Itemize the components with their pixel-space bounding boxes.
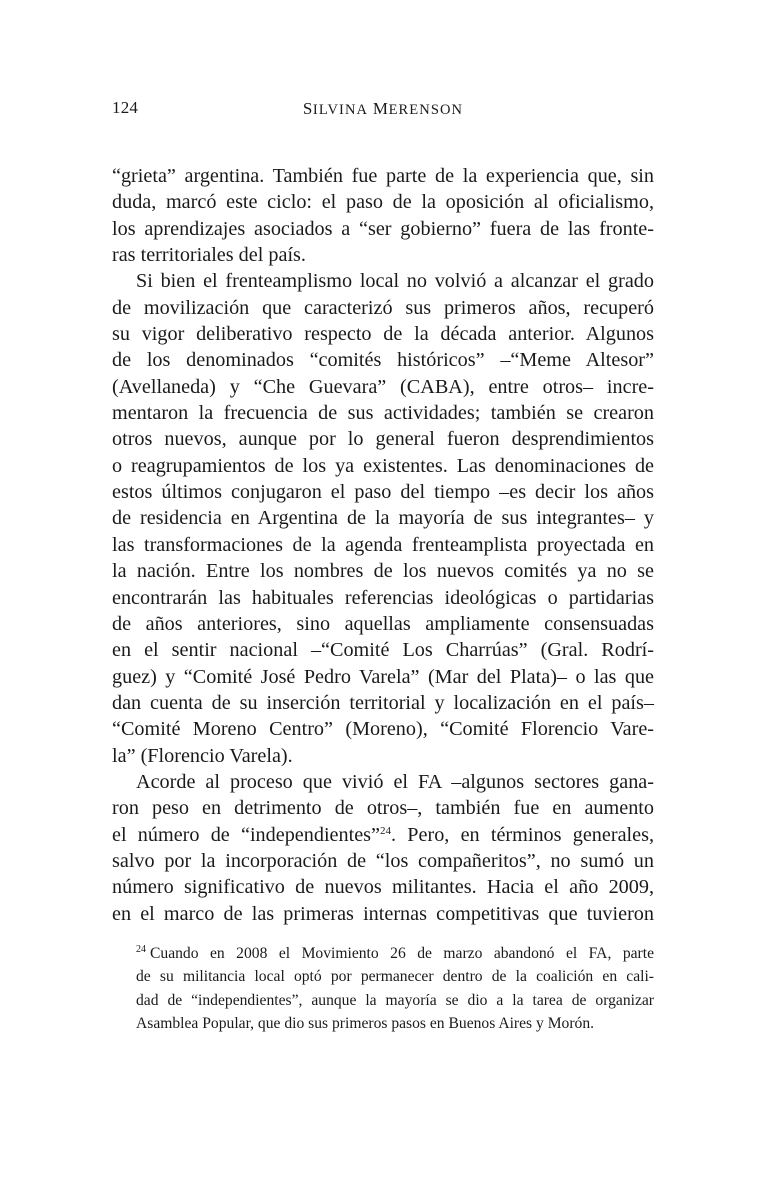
body-line: de residencia en Argentina de la mayoría de sus integrantes– y (112, 507, 654, 530)
body-line: número significativo de nuevos militantes. Hacia el año 2009, (112, 876, 654, 899)
footnote-line: Asamblea Popular, que dio sus primeros pasos en Buenos Aires y Morón. (136, 1015, 595, 1033)
body-line: de movilización que caracterizó sus primeros años, recuperó (112, 296, 654, 319)
body-line: mentaron la frecuencia de sus actividades; también se crearon (112, 402, 654, 425)
body-line: los aprendizajes asociados a “ser gobierno” fuera de las fronte- (112, 217, 654, 240)
body-text (112, 163, 654, 927)
body-line: encontrarán las habituales referencias ideológicas o partidarias (112, 586, 654, 609)
body-line-with-footnote-ref: el número de “independientes”$^{24}$. Pero, en términos generales, (112, 823, 654, 846)
footnote-line: dad de “independientes”, aunque la mayoría se dio a la tarea de organizar (136, 991, 654, 1009)
footnote-reference[interactable]: 24 (380, 824, 391, 837)
body-line: Si bien el frenteamplismo local no volvió a alcanzar el grado (136, 270, 654, 293)
body-line: o reagrupamientos de los ya existentes. Las denominaciones de (112, 454, 654, 477)
body-line: la” (Florencio Varela). (112, 744, 293, 767)
page-number: 124 (112, 98, 139, 117)
footnote-number: 24 (136, 944, 146, 955)
running-head-author: SILVINA MERENSON (302, 99, 464, 118)
body-line: las transformaciones de la agenda frenteamplista proyectada en (112, 533, 654, 556)
body-line: en el sentir nacional –“Comité Los Charrúas” (Gral. Rodrí- (112, 639, 654, 662)
body-line: Acorde al proceso que vivió el FA –algunos sectores gana- (136, 770, 654, 793)
body-line: estos últimos conjugaron el paso del tiempo –es decir los años (112, 481, 654, 504)
body-line: ras territoriales del país. (112, 244, 306, 267)
body-line: (Avellaneda) y “Che Guevara” (CABA), entre otros– incre- (112, 375, 654, 398)
body-line: de años anteriores, sino aquellas ampliamente consensuadas (112, 612, 654, 635)
footnote-line: de su militancia local optó por permanecer dentro de la coalición en cali- (136, 968, 654, 986)
body-line: su vigor deliberativo respecto de la década anterior. Algunos (112, 323, 654, 346)
body-line: ron peso en detrimento de otros–, también fue en aumento (112, 797, 654, 820)
body-line: de los denominados “comités históricos” –“Meme Altesor” (112, 349, 654, 372)
body-line: guez) y “Comité José Pedro Varela” (Mar del Plata)– o las que (112, 665, 654, 688)
page-header (112, 98, 654, 122)
body-line: “Comité Moreno Centro” (Moreno), “Comité Florencio Vare- (112, 718, 654, 741)
body-line: en el marco de las primeras internas competitivas que tuvieron (112, 902, 654, 925)
footnotes (136, 942, 654, 1036)
body-line: “grieta” argentina. También fue parte de la experiencia que, sin (112, 165, 654, 187)
body-line: duda, marcó este ciclo: el paso de la oposición al oficialismo, (112, 191, 654, 214)
body-line: dan cuenta de su inserción territorial y localización en el país– (112, 691, 654, 714)
body-line: otros nuevos, aunque por lo general fueron desprendimientos (112, 428, 654, 451)
body-line: la nación. Entre los nombres de los nuevos comités ya no se (112, 560, 654, 583)
body-line: salvo por la incorporación de “los compañeritos”, no sumó un (112, 849, 654, 872)
footnote-line: $^{24}$ Cuando en 2008 el Movimiento 26 de marzo abandonó el FA, parte (136, 944, 654, 962)
